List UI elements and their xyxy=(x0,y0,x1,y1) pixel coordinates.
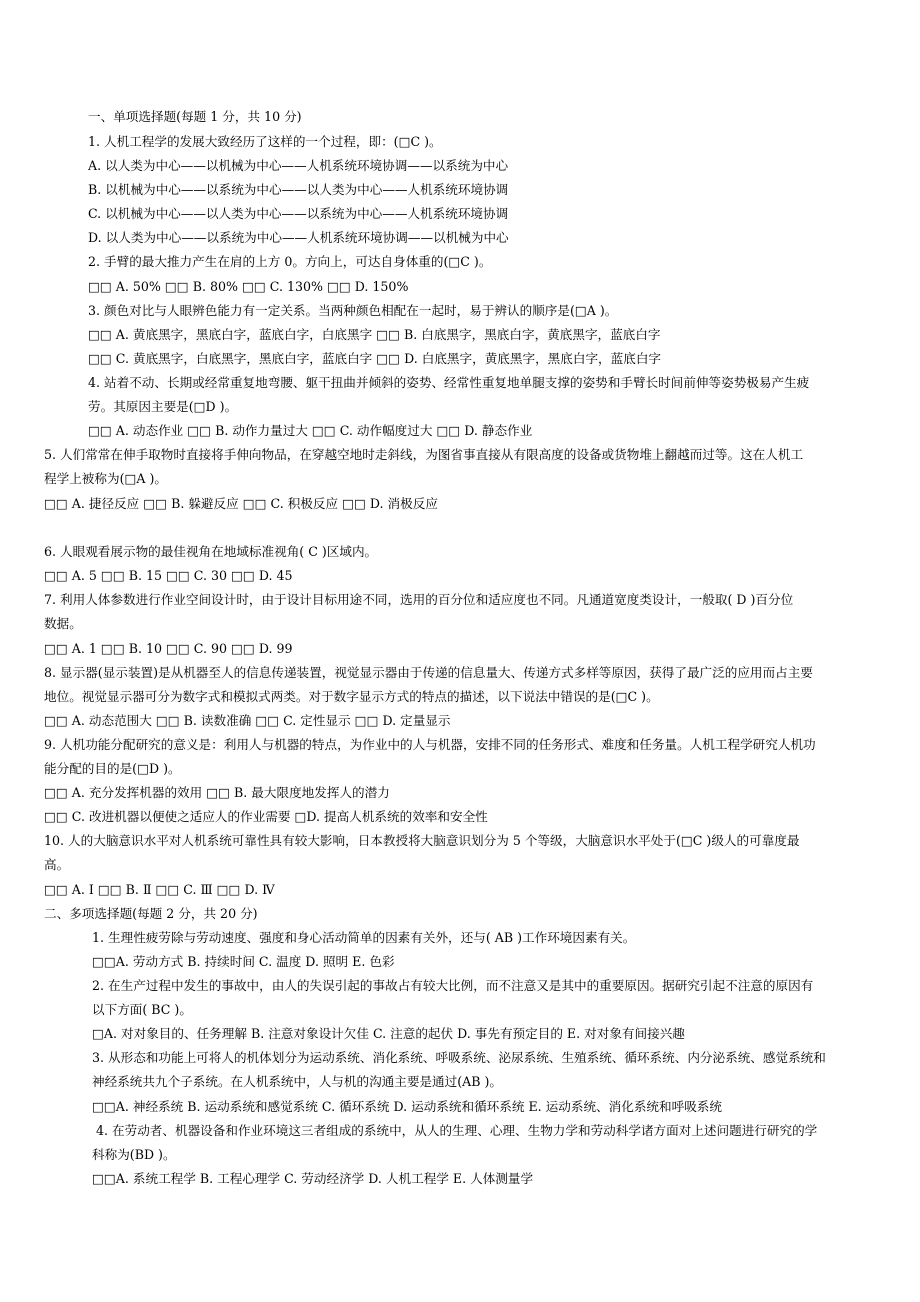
q2-options: □□ A. 50% □□ B. 80% □□ C. 130% □□ D. 150% xyxy=(88,279,409,294)
q3-options-line1: □□ A. 黄底黑字，黑底白字，蓝底白字，白底黑字 □□ B. 白底黑字，黑底白字，黄底黑字，蓝底白字 xyxy=(88,327,661,342)
section1-heading: 一、单项选择题(每题 1 分，共 10 分) xyxy=(88,109,302,124)
mq3-options: □□A. 神经系统 B. 运动系统和感觉系统 C. 循环系统 D. 运动系统和循环系统 E. 运动系统、消化系统和呼吸系统 xyxy=(92,1099,722,1114)
mq4-stem-line1: 4. 在劳动者、机器设备和作业环境这三者组成的系统中，从人的生理、心理、生物力学和劳动科学诸方面对上述问题进行研究的学 xyxy=(96,1123,818,1138)
mq1-stem: 1. 生理性疲劳除与劳动速度、强度和身心活动简单的因素有关外，还与( AB )工作环境因素有关。 xyxy=(92,930,636,945)
mq2-stem-line1: 2. 在生产过程中发生的事故中，由人的失误引起的事故占有较大比例，而不注意又是其中的重要原因。据研究引起不注意的原因有 xyxy=(92,978,814,993)
mq1-options: □□A. 劳动方式 B. 持续时间 C. 温度 D. 照明 E. 色彩 xyxy=(92,954,395,969)
q1-option-c: C. 以机械为中心——以人类为中心——以系统为中心——人机系统环境协调 xyxy=(88,206,509,221)
q5-stem-line1: 5. 人们常常在伸手取物时直接将手伸向物品，在穿越空地时走斜线，为图省事直接从有限高度的设备或货物堆上翻越而过等。这在人机工 xyxy=(44,447,804,462)
q1-option-b: B. 以机械为中心——以系统为中心——以人类为中心——人机系统环境协调 xyxy=(88,182,509,197)
q8-stem-line2: 地位。视觉显示器可分为数字式和模拟式两类。对于数字显示方式的特点的描述，以下说法中错误的是(□C )。 xyxy=(44,689,659,704)
q8-options: □□ A. 动态范围大 □□ B. 读数准确 □□ C. 定性显示 □□ D. 定量显示 xyxy=(44,713,451,728)
q9-stem-line1: 9. 人机功能分配研究的意义是：利用人与机器的特点，为作业中的人与机器，安排不同的任务形式、难度和任务量。人机工程学研究人机功 xyxy=(44,737,816,752)
q1-stem: 1. 人机工程学的发展大致经历了这样的一个过程，即：(□C )。 xyxy=(88,134,442,149)
q4-stem-line1: 4. 站着不动、长期或经常重复地弯腰、躯干扭曲并倾斜的姿势、经常性重复地单腿支撑的姿势和手臂长时间前伸等姿势极易产生疲 xyxy=(88,375,810,390)
mq3-stem-line2: 神经系统共九个子系统。在人机系统中，人与机的沟通主要是通过(AB )。 xyxy=(92,1074,502,1089)
q3-stem: 3. 颜色对比与人眼辨色能力有一定关系。当两种颜色相配在一起时，易于辨认的顺序是(□A )。 xyxy=(88,303,618,318)
q6-options: □□ A. 5 □□ B. 15 □□ C. 30 □□ D. 45 xyxy=(44,568,293,583)
q9-options-line2: □□ C. 改进机器以便使之适应人的作业需要 □D. 提高人机系统的效率和安全性 xyxy=(44,809,488,824)
q4-stem-line2: 劳。其原因主要是(□D )。 xyxy=(88,399,238,414)
mq4-stem-line2: 科称为(BD )。 xyxy=(92,1147,176,1162)
mq2-options: □A. 对对象目的、任务理解 B. 注意对象设计欠佳 C. 注意的起伏 D. 事先有预定目的 E. 对对象有间接兴趣 xyxy=(92,1026,685,1041)
q7-stem-line1: 7. 利用人体参数进行作业空间设计时，由于设计目标用途不同，选用的百分位和适应度也不同。凡通道宽度类设计，一般取( D )百分位 xyxy=(44,592,794,607)
mq3-stem-line1: 3. 从形态和功能上可将人的机体划分为运动系统、消化系统、呼吸系统、泌尿系统、生殖系统、循环系统、内分泌系统、感觉系统和 xyxy=(92,1050,826,1065)
q4-options: □□ A. 动态作业 □□ B. 动作力量过大 □□ C. 动作幅度过大 □□ D. 静态作业 xyxy=(88,423,533,438)
q9-options-line1: □□ A. 充分发挥机器的效用 □□ B. 最大限度地发挥人的潜力 xyxy=(44,785,390,800)
q2-stem: 2. 手臂的最大推力产生在肩的上方 0。方向上，可达自身体重的(□C )。 xyxy=(88,254,492,269)
q10-stem-line2: 高。 xyxy=(44,857,70,872)
q7-stem-line2: 数据。 xyxy=(44,616,82,631)
q9-stem-line2: 能分配的目的是(□D )。 xyxy=(44,761,181,776)
q1-option-d: D. 以人类为中心——以系统为中心——人机系统环境协调——以机械为中心 xyxy=(88,230,509,245)
q5-stem-line2: 程学上被称为(□A )。 xyxy=(44,471,167,486)
q10-stem-line1: 10. 人的大脑意识水平对人机系统可靠性具有较大影响，日本教授将大脑意识划分为 5 个等级，大脑意识水平处于(□C )级人的可靠度最 xyxy=(44,833,800,848)
q10-options: □□ A. Ⅰ □□ B. Ⅱ □□ C. Ⅲ □□ D. Ⅳ xyxy=(44,882,275,897)
mq4-options: □□A. 系统工程学 B. 工程心理学 C. 劳动经济学 D. 人机工程学 E. 人体测量学 xyxy=(92,1171,534,1186)
q3-options-line2: □□ C. 黄底黑字，白底黑字，黑底白字，蓝底白字 □□ D. 白底黑字，黄底黑字，黑底白字，蓝底白字 xyxy=(88,351,662,366)
q7-options: □□ A. 1 □□ B. 10 □□ C. 90 □□ D. 99 xyxy=(44,641,293,656)
q8-stem-line1: 8. 显示器(显示装置)是从机器至人的信息传递装置，视觉显示器由于传递的信息量大、传递方式多样等原因，获得了最广泛的应用而占主要 xyxy=(44,665,813,680)
q5-options: □□ A. 捷径反应 □□ B. 躲避反应 □□ C. 积极反应 □□ D. 消极反应 xyxy=(44,496,438,511)
q1-option-a: A. 以人类为中心——以机械为中心——人机系统环境协调——以系统为中心 xyxy=(88,158,509,173)
q6-stem: 6. 人眼观看展示物的最佳视角在地域标准视角( C )区域内。 xyxy=(44,544,378,559)
mq2-stem-line2: 以下方面( BC )。 xyxy=(92,1002,192,1017)
section2-heading: 二、多项选择题(每题 2 分，共 20 分) xyxy=(44,906,258,921)
